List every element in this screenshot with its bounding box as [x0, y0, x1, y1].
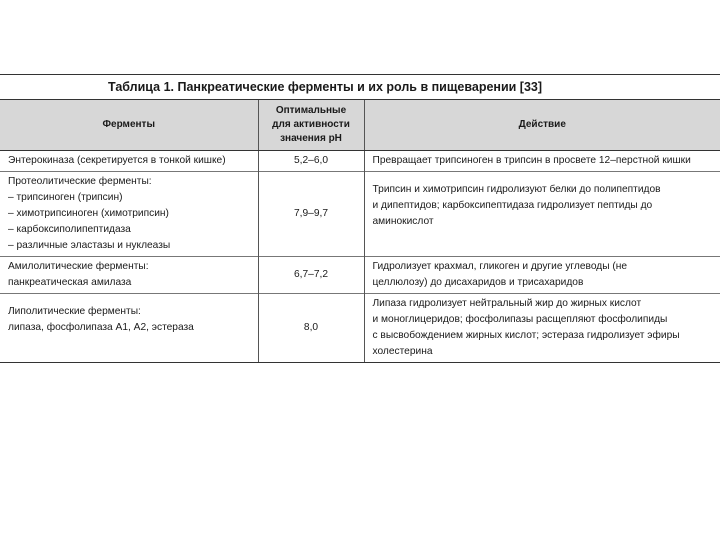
header-ph-line: для активности	[272, 119, 350, 130]
action-cell	[364, 294, 720, 363]
enzyme-table	[0, 74, 720, 363]
table-row	[0, 172, 720, 257]
enzyme-list-item: – трипсиноген (трипсин)	[8, 190, 252, 206]
enzyme-cell	[0, 257, 258, 294]
action-line: целлюлозу) до дисахаридов и трисахаридов	[372, 277, 584, 288]
action-line: Превращает трипсиноген в трипсин в просвете 12–перстной кишки	[372, 155, 691, 166]
action-line: Трипсин и химотрипсин гидролизуют белки до полипептидов	[372, 184, 661, 195]
action-line: холестерина	[372, 346, 433, 357]
enzyme-line: липаза, фосфолипаза А1, А2, эстераза	[8, 322, 194, 333]
action-cell	[364, 151, 720, 172]
enzyme-line: Энтерокиназа (секретируется в тонкой кишке)	[8, 155, 226, 166]
header-enzymes: Ферменты	[0, 100, 258, 151]
enzyme-cell	[0, 172, 258, 257]
header-ph-line: значения pH	[280, 133, 342, 144]
action-line: Гидролизует крахмал, гликоген и другие углеводы (не	[372, 261, 628, 272]
enzyme-line: панкреатическая амилаза	[8, 277, 132, 288]
action-line: с высвобождением жирных кислот; эстераза гидролизует эфиры	[372, 330, 680, 341]
enzyme-cell	[0, 294, 258, 363]
header-row	[0, 100, 720, 151]
enzyme-list-item: – различные эластазы и нуклеазы	[8, 238, 252, 254]
enzyme-list-item: – химотрипсиноген (химотрипсин)	[8, 206, 252, 222]
enzyme-line: Амилолитические ферменты:	[8, 261, 149, 272]
table-row	[0, 151, 720, 172]
action-cell	[364, 257, 720, 294]
action-cell	[364, 172, 720, 257]
enzyme-table-grid	[0, 100, 720, 363]
enzyme-cell	[0, 151, 258, 172]
table-row	[0, 257, 720, 294]
header-ph	[258, 100, 364, 151]
action-line: Липаза гидролизует нейтральный жир до жирных кислот	[372, 298, 642, 309]
enzyme-line: Липолитические ферменты:	[8, 306, 141, 317]
ph-cell: 7,9–9,7	[258, 172, 364, 257]
header-action: Действие	[364, 100, 720, 151]
ph-cell: 5,2–6,0	[258, 151, 364, 172]
table-row	[0, 294, 720, 363]
ph-cell: 6,7–7,2	[258, 257, 364, 294]
ph-cell: 8,0	[258, 294, 364, 363]
action-line: и дипептидов; карбоксипептидаза гидролизует пептиды до	[372, 200, 653, 211]
enzyme-list-item: – карбоксиполипептидаза	[8, 222, 252, 238]
table-title: Таблица 1. Панкреатические ферменты и их роль в пищеварении [33]	[0, 74, 720, 100]
header-ph-line: Оптимальные	[275, 105, 347, 116]
action-line: аминокислот	[372, 216, 434, 227]
enzyme-line: Протеолитические ферменты:	[8, 176, 152, 187]
action-line: и моноглицеридов; фосфолипазы расщепляют фосфолипиды	[372, 314, 668, 325]
